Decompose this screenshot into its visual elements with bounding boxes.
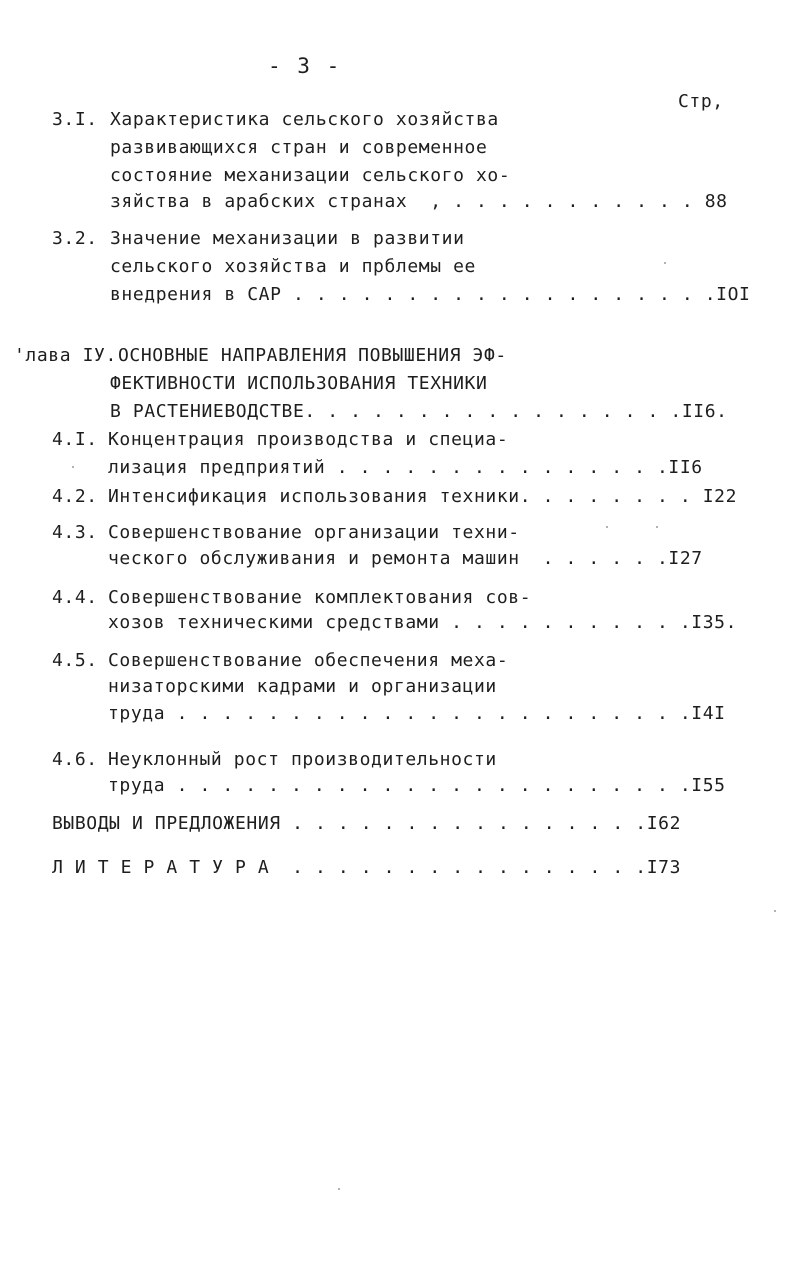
toc-entry-line: внедрения в САР . . . . . . . . . . . . . . . . . . .IOI <box>110 284 751 305</box>
toc-entry-number: 4.2. <box>52 486 98 507</box>
toc-entry-line: Значение механизации в развитии <box>110 228 465 249</box>
toc-entry-line: Совершенствование комплектования сов- <box>108 587 532 608</box>
toc-entry-line: В РАСТЕНИЕВОДСТВЕ. . . . . . . . . . . . . . . . .II6. <box>110 401 728 422</box>
scan-speck <box>338 1188 340 1190</box>
page-column-header: Стр, <box>678 91 724 112</box>
toc-entry-line: низаторскими кадрами и организации <box>108 676 497 697</box>
toc-chapter-number: 'лава IУ. <box>14 345 117 366</box>
scan-speck <box>72 466 74 468</box>
toc-entry-line: труда . . . . . . . . . . . . . . . . . . . . . . .I55 <box>108 775 726 796</box>
scan-speck <box>656 526 658 528</box>
toc-entry-line: Неуклонный рост производительности <box>108 749 497 770</box>
toc-entry-number: 4.4. <box>52 587 98 608</box>
toc-entry-number: 4.I. <box>52 429 98 450</box>
toc-entry-line: Интенсификация использования техники. . . . . . . . I22 <box>108 486 738 507</box>
toc-entry-line: труда . . . . . . . . . . . . . . . . . . . . . . .I4I <box>108 703 726 724</box>
toc-entry-line: состояние механизации сельского хо- <box>110 165 511 186</box>
toc-entry-line: хозов техническими средствами . . . . . . . . . . .I35. <box>108 612 738 633</box>
toc-entry-line: Л И Т Е Р А Т У Р А . . . . . . . . . . . . . . . .I73 <box>52 857 682 878</box>
toc-entry-number: 4.6. <box>52 749 98 770</box>
toc-entry-line: Совершенствование обеспечения меха- <box>108 650 509 671</box>
toc-entry-line: сельского хозяйства и прблемы ее <box>110 256 476 277</box>
scan-speck <box>664 262 666 264</box>
toc-entry-line: лизация предприятий . . . . . . . . . . . . . . .II6 <box>108 457 703 478</box>
scan-speck <box>774 910 776 912</box>
toc-entry-line: зяйства в арабских странах , . . . . . . . . . . . 88 <box>110 191 728 212</box>
toc-entry-number: 4.3. <box>52 522 98 543</box>
toc-entry-line: ВЫВОДЫ И ПРЕДЛОЖЕНИЯ . . . . . . . . . . . . . . . .I62 <box>52 813 682 834</box>
toc-entry-line: ФЕКТИВНОСТИ ИСПОЛЬЗОВАНИЯ ТЕХНИКИ <box>110 373 488 394</box>
toc-entry-number: 3.I. <box>52 109 98 130</box>
toc-entry-line: Совершенствование организации техни- <box>108 522 520 543</box>
scan-speck <box>606 526 608 528</box>
page-number: - 3 - <box>268 54 342 78</box>
toc-entry-line: развивающихся стран и современное <box>110 137 488 158</box>
toc-entry-number: 4.5. <box>52 650 98 671</box>
toc-entry-line: Характеристика сельского хозяйства <box>110 109 499 130</box>
toc-entry-number: 3.2. <box>52 228 98 249</box>
toc-entry-line: ОСНОВНЫЕ НАПРАВЛЕНИЯ ПОВЫШЕНИЯ ЭФ- <box>118 345 507 366</box>
toc-entry-line: Концентрация производства и специа- <box>108 429 509 450</box>
toc-entry-line: ческого обслуживания и ремонта машин . . . . . .I27 <box>108 548 703 569</box>
